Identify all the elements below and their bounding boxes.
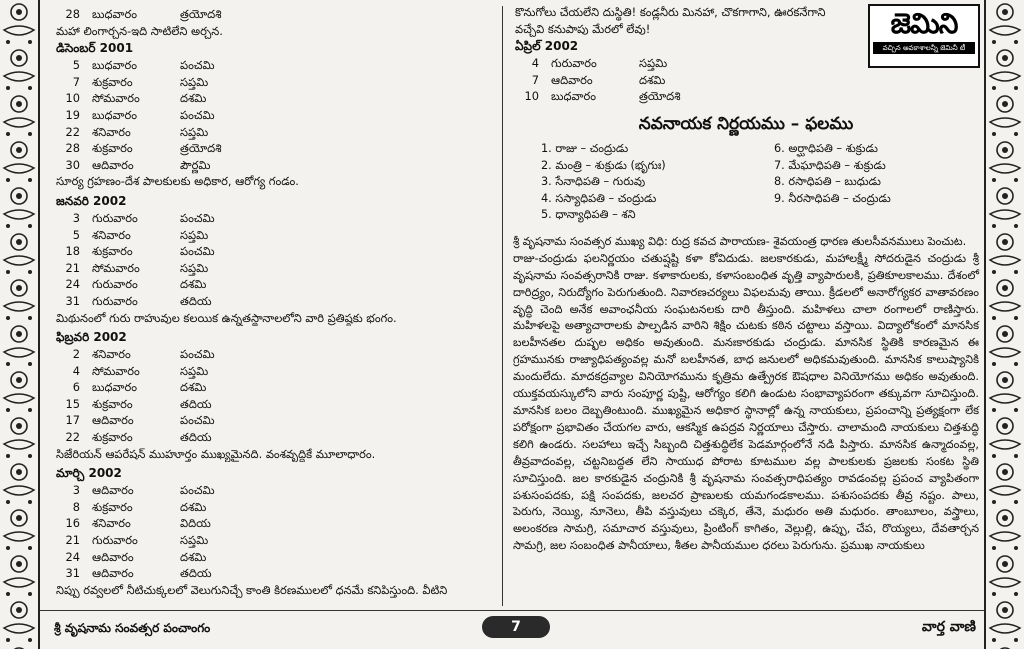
decorative-border-right <box>984 0 1024 649</box>
ritual-paragraph: శ్రీ వృషనామ సంవత్సర ముఖ్య విధి: రుద్ర కవచ పారాయణ- శైవయంత్ర ధారణ తులసీవనములు పెంచుట. <box>513 234 967 248</box>
date-weekday: ఆదివారం <box>92 566 134 581</box>
date-tithi: పంచమి <box>180 107 215 122</box>
date-weekday: శనివారం <box>92 124 131 139</box>
date-day: 5 <box>72 227 80 242</box>
date-weekday: శుక్రవారం <box>92 396 133 411</box>
date-day: 10 <box>524 89 539 104</box>
date-weekday: ఆదివారం <box>92 157 134 172</box>
date-weekday: గురువారం <box>92 277 138 292</box>
date-row <box>54 74 494 91</box>
date-weekday: ఆదివారం <box>551 72 593 87</box>
date-weekday: సోమవారం <box>92 260 140 275</box>
lord-entry: 9. నీరసాధిపతి – చంద్రుడు <box>774 191 891 205</box>
date-day: 8 <box>72 499 80 514</box>
date-row <box>54 124 494 141</box>
date-tithi: దశమి <box>180 499 207 514</box>
date-row <box>513 88 979 105</box>
date-tithi: పౌర్ణమి <box>180 157 211 172</box>
date-row <box>54 107 494 124</box>
date-day: 16 <box>65 516 80 531</box>
date-weekday: ఆదివారం <box>92 483 134 498</box>
note-line: కొనుగోలు చేయలేని దుస్థితి! కండ్లనీరు మినహా, చొకగాగాని, ఊరకనేగాని <box>515 5 826 19</box>
date-row <box>54 293 494 310</box>
left-column <box>54 0 494 598</box>
publisher-logo: వార్త వాణి <box>921 619 976 635</box>
lords-column-2 <box>746 141 979 224</box>
gemini-logo-text: జెమిని <box>890 7 958 40</box>
months-list <box>54 39 494 598</box>
month-heading: మార్చి 2002 <box>56 466 122 481</box>
date-day: 3 <box>72 210 80 225</box>
date-day: 30 <box>65 157 80 172</box>
date-tithi: పంచమి <box>180 413 215 428</box>
date-row <box>54 346 494 363</box>
date-tithi: తదియ <box>180 430 212 445</box>
date-day: 28 <box>65 141 80 156</box>
date-weekday: శుక్రవారం <box>92 74 133 89</box>
date-day: 2 <box>72 347 80 362</box>
date-row <box>54 243 494 260</box>
date-row <box>54 515 494 532</box>
date-tithi: తదియ <box>180 566 212 581</box>
date-weekday: శుక్రవారం <box>92 141 133 156</box>
date-tithi: సప్తమి <box>180 227 209 242</box>
date-row <box>54 396 494 413</box>
note-line: సూర్య గ్రహణం-దేశ పాలకులకు అధికార, ఆరోగ్య గండం. <box>56 174 299 189</box>
date-tithi: సప్తమి <box>180 363 209 378</box>
lord-entry: 4. సస్యాధిపతి – చంద్రుడు <box>541 191 657 205</box>
date-tithi: దశమి <box>180 549 207 564</box>
date-weekday: బుధవారం <box>92 58 137 73</box>
date-row <box>54 499 494 516</box>
section-heading: నవనాయక నిర్ణయము – ఫలము <box>638 113 854 134</box>
body-paragraph: రాజు-చంద్రుడు ఫలనిర్ణయం చతుష్షష్టి కళా కోవిదుడు. జలకారకుడు, మహాలక్ష్మీ సోదరుడైన చంద్రుడు శ్రీ వృషనామ సంవత్సరానికి రాజు. కళాకారులకు, కళాసంబంధిత వృత్తి వ్యాపారులకి, ప్రతికూలకాలము. దేశంలో దారిద్ర్యం, నిరుద్యోగం పెరుగుతుంది. నివారణచర్యలు విఫలమవు తాయి. క్రీడలలో అనారోగ్యకర వాతావరణం వృద్ధి చెంది అనేక అవాంఛనీయ సంఘటనలకు దారి తీస్తుంది. మహిళలు చాలా రంగాలలో రాణిస్తారు. మహిళలపై అత్యాచారాలకు పాల్పడిన వారిని శిక్షిం చుటకు కఠిన చట్టాలు వస్తాయి. విద్యాలోకంలో మానసిక బలహీనతల దుష్ఫల అధికం అవుతుంది. మనఃకారకుడు చంద్రుడు. మానసిక స్థితికి కారణమైన ఈ గ్రహమునకు రాజ్యాధిపత్యంవల్ల మనో బలహీనత, బాధ జనులలో అధికమవుతుంది. మానసిక కాలుష్యానికి మందులేదు. మాదకద్రవ్యాల వినియోగమును కృత్రిమ ఉత్ప్రేరక ఔషధాల వినియోగము అధికం అవుతుంది. యుక్తవయస్కులోని వారు సంపూర్ణ పుష్టి, ఆరోగ్యం కలిగి ఉండుట సంభావ్యాపరంగా తక్కువగా సూచిస్తుంది. మానసిక బలం దెబ్బతింటుంది. ముఖ్యమైన అధికార స్థానాల్లో ఉన్న నాయకులు, ప్రపంచాన్ని ప్రత్యక్షంగా లేక పరోక్షంగా ప్రభావితం చేయగల వారు, ఆకస్మిక ఉపద్రవ నిర్ణయాలు చేస్తారు. చాలామంది నాయకులు చిత్తశుద్ధి కలిగి ఉండరు. సలహాలు ఇచ్చే సిబ్బంది చిత్తశుద్ధిలేక పెడమార్గంలోనే నడి పిస్తారు. మానసిక ఉన్మాదంవల్ల, తీవ్రవాదంవల్ల, చట్టనిబద్ధత లేని సాయుధ పోరాట కూటముల వల్ల పాలకులకు ప్రజలకు సంకట స్థితి సూచిస్తుంది. జల కారకుడైన చంద్రునికి శ్రీ వృషనామ సంవత్సరాధిపత్యం రావడంవల్ల ప్రపంచ వ్యాపితంగా పశుసంపదకు, పక్షి సంపదకు, జలచర ప్రాణులకు యమగండకాలము. పశుసంపదకు తీవ్ర నష్టం. పాలు, పెరుగు, నెయ్యి, నూనెలు, తీపి వస్తువులు చక్కెర, తేనె, మధురం అతి మధురం. తాంబూలం, వస్త్రాలు, అలంకరణ సామగ్రి, సమాచార వస్తువులు, ప్రింటింగ్ కాగితం, వెల్లుల్లి, ఉప్పు, చేప, రొయ్యలు, దేవతార్చన సామగ్రి, జల సంబంధిత పానీయాలు, శీతల పానీయముల ధరలు పెరుగును. ప్రముఖ నాయకులు <box>513 251 979 553</box>
right-column <box>513 0 979 555</box>
date-row <box>54 227 494 244</box>
date-tithi: త్రయోదశి <box>180 7 222 21</box>
month-heading: ఫిబ్రవరి 2002 <box>56 330 127 345</box>
date-day: 15 <box>65 396 80 411</box>
page <box>40 0 984 649</box>
date-row <box>54 90 494 107</box>
date-row <box>54 429 494 446</box>
date-day: 28 <box>65 7 80 21</box>
date-weekday: గురువారం <box>92 293 138 308</box>
lord-entry: 8. రసాధిపతి – బుధుడు <box>774 175 881 189</box>
gemini-advertisement <box>868 4 980 68</box>
date-day: 31 <box>65 293 80 308</box>
date-day: 4 <box>72 363 80 378</box>
date-weekday: శుక్రవారం <box>92 499 133 514</box>
date-weekday: గురువారం <box>92 533 138 548</box>
date-tithi: త్రయోదశి <box>180 141 222 156</box>
date-tithi: పంచమి <box>180 210 215 225</box>
date-weekday: శుక్రవారం <box>92 244 133 259</box>
lords-table <box>513 141 979 224</box>
lord-entry: 2. మంత్రి – శుక్రుడు (భృగుః) <box>541 158 666 172</box>
lord-entry: 6. అర్ఘాధిపతి – శుక్రుడు <box>774 141 878 155</box>
month-heading: డిసెంబర్ 2001 <box>56 41 134 56</box>
note-line: నిప్పు రవ్వలలో నీటిచుక్కలలో వెలుగునిచ్చే కాంతి కిరణములలో ధనమే కనిపిస్తుంది. వీటిని <box>56 582 448 597</box>
date-day: 31 <box>65 566 80 581</box>
date-day: 22 <box>65 124 80 139</box>
lord-entry: 1. రాజు – చంద్రుడు <box>541 141 629 155</box>
date-weekday: బుధవారం <box>92 380 137 395</box>
decorative-border-left <box>0 0 40 649</box>
note-line: వచ్చేవి కనుపాపు మేరలో లేవు! <box>515 21 651 36</box>
date-tithi: తదియ <box>180 293 212 308</box>
lord-entry: 7. మేఘాధిపతి – శుక్రుడు <box>774 158 886 172</box>
date-weekday: ఆదివారం <box>92 549 134 564</box>
date-tithi: పంచమి <box>180 58 215 73</box>
date-row <box>54 565 494 582</box>
date-weekday: శనివారం <box>92 347 131 362</box>
date-weekday: గురువారం <box>551 56 597 71</box>
footer-title: శ్రీ వృషనామ సంవత్సర పంచాంగం <box>54 621 211 635</box>
date-day: 24 <box>65 549 80 564</box>
lord-entry: 3. సేనాధిపతి – గురువు <box>541 175 646 189</box>
date-row <box>54 379 494 396</box>
gemini-tagline: వచ్చిన అవకాశాలన్నీ జెమినీ టీ <box>873 42 975 54</box>
date-weekday: సోమవారం <box>92 363 140 378</box>
floral-border-pattern <box>986 0 1024 649</box>
date-weekday: బుధవారం <box>92 7 137 21</box>
date-tithi: సప్తమి <box>180 260 209 275</box>
date-row <box>54 412 494 429</box>
date-weekday: శుక్రవారం <box>92 430 133 445</box>
note-line: మిథునంలో గురు రాహువుల కలయిక ఉన్నతస్థానాలలోని వారి ప్రతిష్ఠకు భంగం. <box>56 310 397 325</box>
page-number: 7 <box>482 616 550 638</box>
date-weekday: శనివారం <box>92 516 131 531</box>
note-line: మహా లింగార్చన-ఇది సాటిలేని అర్చన. <box>56 23 223 38</box>
date-day: 3 <box>72 483 80 498</box>
date-day: 21 <box>65 260 80 275</box>
date-tithi: దశమి <box>180 380 207 395</box>
month-heading: ఏప్రిల్ 2002 <box>515 39 579 54</box>
month-heading: జనవరి 2002 <box>56 193 127 208</box>
date-day: 5 <box>72 58 80 73</box>
date-day: 18 <box>65 244 80 259</box>
date-weekday: బుధవారం <box>551 89 596 104</box>
date-tithi: సప్తమి <box>180 124 209 139</box>
date-weekday: ఆదివారం <box>92 413 134 428</box>
date-row <box>54 57 494 74</box>
date-tithi: దశమి <box>180 277 207 292</box>
date-tithi: విదియ <box>180 516 211 531</box>
date-row <box>54 260 494 277</box>
date-row <box>513 72 979 89</box>
date-day: 7 <box>531 72 539 87</box>
date-weekday: సోమవారం <box>92 91 140 106</box>
date-tithi: పంచమి <box>180 483 215 498</box>
date-tithi: దశమి <box>639 72 666 87</box>
date-tithi: దశమి <box>180 91 207 106</box>
column-divider <box>502 6 503 606</box>
date-row <box>54 6 494 23</box>
date-row <box>54 482 494 499</box>
date-tithi: తదియ <box>180 396 212 411</box>
date-row <box>54 363 494 380</box>
date-row <box>54 210 494 227</box>
lords-column-1 <box>513 141 746 224</box>
date-tithi: త్రయోదశి <box>639 89 681 104</box>
date-tithi: సప్తమి <box>639 56 668 71</box>
floral-border-pattern <box>0 0 38 649</box>
date-day: 10 <box>65 91 80 106</box>
date-day: 6 <box>72 380 80 395</box>
footer-divider <box>40 610 984 611</box>
date-day: 22 <box>65 430 80 445</box>
date-tithi: సప్తమి <box>180 533 209 548</box>
note-line: సిజేరియన్ ఆపరేషన్ ముహూర్తం ముఖ్యమైనది. వంశవృద్ధికే మూలాధారం. <box>56 446 376 461</box>
date-row <box>54 549 494 566</box>
date-weekday: శనివారం <box>92 227 131 242</box>
date-day: 19 <box>65 107 80 122</box>
date-day: 4 <box>531 56 539 71</box>
date-day: 24 <box>65 277 80 292</box>
date-tithi: పంచమి <box>180 347 215 362</box>
date-weekday: బుధవారం <box>92 107 137 122</box>
date-tithi: పంచమి <box>180 244 215 259</box>
date-day: 7 <box>72 74 80 89</box>
date-row <box>54 157 494 174</box>
date-row <box>54 532 494 549</box>
date-row <box>54 140 494 157</box>
date-day: 21 <box>65 533 80 548</box>
date-row <box>54 276 494 293</box>
lord-entry: 5. ధాన్యాధిపతి – శని <box>541 208 636 222</box>
date-weekday: గురువారం <box>92 210 138 225</box>
date-tithi: సప్తమి <box>180 74 209 89</box>
date-day: 17 <box>65 413 80 428</box>
